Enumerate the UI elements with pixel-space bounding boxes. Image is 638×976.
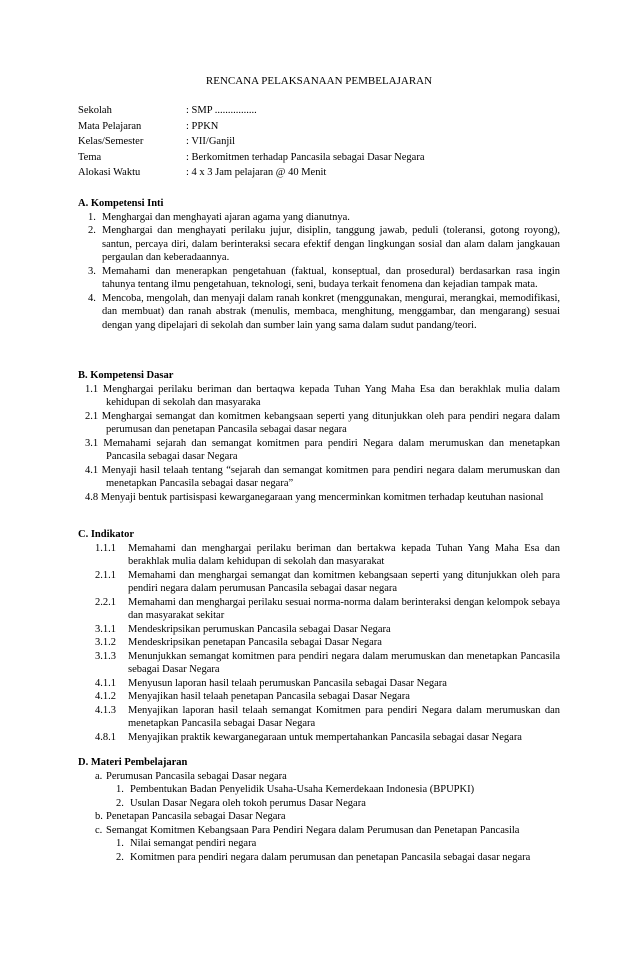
list-item: 3.1 Memahami sejarah dan semangat komitmen para pendiri Negara dalam merumuskan dan menetapkan Pancasila sebagai dasar Negara bbox=[85, 437, 560, 462]
list-item: 4.8 Menyaji bentuk partisispasi kewarganegaraan yang mencerminkan komitmen terhadap keutuhan nasional bbox=[85, 491, 544, 503]
meta-row bbox=[78, 166, 425, 182]
item-text: Pembentukan Badan Penyelidik Usaha-Usaha Kemerdekaan Indonesia (BPUPKI) bbox=[130, 784, 475, 795]
item-text: Memahami dan menghargai semangat dan komitmen kebangsaan seperti yang ditunjukkan oleh para pendiri negara dalam perumusan Pancasila sebagai dasar negara bbox=[128, 569, 560, 594]
meta-value: : SMP ................ bbox=[186, 105, 257, 116]
item-text: Mendeskripsikan penetapan Pancasila sebagai Dasar Negara bbox=[128, 637, 382, 648]
list-item bbox=[78, 824, 560, 838]
meta-value: : PPKN bbox=[186, 120, 219, 132]
item-number: 4.1.2 bbox=[95, 691, 116, 702]
item-text: Memahami dan menghargai perilaku sesuai norma-norma dalam berinteraksi dengan kelompok sebaya dan masyarakat sekitar bbox=[128, 596, 560, 621]
item-text: Semangat Komitmen Kebangsaan Para Pendiri Negara dalam Perumusan dan Penetapan Pancasila bbox=[106, 824, 520, 836]
item-number: 4.8.1 bbox=[95, 731, 116, 743]
item-text: Menyusun laporan hasil telaah perumuskan Pancasila sebagai Dasar Negara bbox=[128, 677, 447, 689]
item-number: 1. bbox=[116, 838, 124, 849]
item-text: Menyajikan hasil telaah penetapan Pancasila sebagai Dasar Negara bbox=[128, 691, 410, 702]
item-text: Usulan Dasar Negara oleh tokoh perumus Dasar Negara bbox=[130, 797, 366, 809]
list-item bbox=[78, 650, 560, 677]
list-item bbox=[78, 569, 560, 596]
meta-row bbox=[78, 151, 425, 167]
item-number: 4.1.3 bbox=[95, 704, 116, 716]
list-item bbox=[78, 596, 560, 623]
section-indikator bbox=[78, 528, 560, 744]
list-item: 4.1 Menyaji hasil telaah tentang “sejarah dan semangat komitmen para pendiri negara dalam merumuskan dan menetapkan Pancasila sebagai dasar negara” bbox=[85, 464, 560, 489]
item-number: 3.1.2 bbox=[95, 637, 116, 648]
meta-row bbox=[78, 120, 425, 136]
item-text: Nilai semangat pendiri negara bbox=[130, 838, 257, 849]
item-text: Menyajikan praktik kewarganegaraan untuk mempertahankan Pancasila sebagai dasar Negara bbox=[128, 731, 522, 743]
list-item bbox=[78, 797, 560, 811]
list-item bbox=[78, 224, 560, 265]
list-item bbox=[78, 542, 560, 569]
item-number: 4.1.1 bbox=[95, 677, 116, 689]
item-letter: a. bbox=[95, 770, 103, 782]
section-kompetensi-dasar bbox=[78, 369, 560, 504]
item-text: Menghargai dan menghayati perilaku jujur, disiplin, tanggung jawab, peduli (toleransi, gotong royong), santun, percaya diri, dalam berinteraksi secara efektif dengan lingkungan sosial dan alam dalam jangkauan pergaulan dan keberadaannya. bbox=[102, 225, 560, 263]
item-text: Perumusan Pancasila sebagai Dasar negara bbox=[106, 770, 287, 782]
list-item bbox=[78, 265, 560, 292]
item-number: 2. bbox=[88, 225, 96, 236]
meta-key: Kelas/Semester bbox=[78, 136, 144, 147]
item-text: Komitmen para pendiri negara dalam perumusan dan penetapan Pancasila sebagai dasar negara bbox=[130, 851, 531, 863]
item-number: 2.2.1 bbox=[95, 596, 116, 608]
list-item bbox=[78, 292, 560, 333]
list-item bbox=[78, 731, 560, 745]
list-item bbox=[78, 677, 560, 691]
item-number: 1.1.1 bbox=[95, 542, 116, 554]
meta-key: Mata Pelajaran bbox=[78, 120, 142, 132]
list-item bbox=[78, 810, 560, 824]
section-heading: C. Indikator bbox=[78, 529, 135, 540]
identity-table bbox=[78, 104, 425, 182]
item-number: 2. bbox=[116, 851, 124, 863]
meta-value: : VII/Ganjil bbox=[186, 136, 236, 147]
list-item bbox=[78, 704, 560, 731]
list-item bbox=[78, 690, 560, 704]
item-number: 3.1.3 bbox=[95, 650, 116, 662]
meta-value: : 4 x 3 Jam pelajaran @ 40 Menit bbox=[186, 167, 327, 178]
meta-row bbox=[78, 104, 425, 120]
item-number: 3. bbox=[88, 265, 96, 277]
item-number: 3.1.1 bbox=[95, 623, 116, 635]
list-item: 2.1 Menghargai semangat dan komitmen kebangsaan seperti yang ditunjukkan oleh para pendiri negara dalam perumusan dan penetapan Pancasila sebagai dasar negara bbox=[85, 410, 560, 435]
item-text: Memahami dan menghargai perilaku beriman dan bertakwa kepada Tuhan Yang Maha Esa dan berakhlak mulia dalam kehidupan di sekolah dan masyarakat bbox=[128, 542, 560, 567]
item-text: Menunjukkan semangat komitmen para pendiri negara dalam merumuskan dan menetapkan Pancasila sebagai Dasar Negara bbox=[128, 650, 560, 675]
section-heading: A. Kompetensi Inti bbox=[78, 198, 164, 209]
meta-key: Sekolah bbox=[78, 105, 112, 116]
item-text: Menyajikan laporan hasil telaah semangat Komitmen para pendiri Negara dalam merumuskan dan menetapkan Pancasila sebagai Dasar Negara bbox=[128, 704, 560, 729]
item-text: Mendeskripsikan perumuskan Pancasila sebagai Dasar Negara bbox=[128, 623, 391, 635]
meta-key: Alokasi Waktu bbox=[78, 167, 141, 178]
item-number: 4. bbox=[88, 292, 96, 304]
section-heading: B. Kompetensi Dasar bbox=[78, 370, 174, 381]
meta-key: Tema bbox=[78, 151, 102, 163]
list-item bbox=[78, 783, 560, 797]
list-item bbox=[78, 851, 560, 865]
list-item: 1.1 Menghargai perilaku beriman dan bertaqwa kepada Tuhan Yang Maha Esa dan berakhlak mulia dalam kehidupan di sekolah dan masyaraka bbox=[85, 383, 560, 408]
section-materi-pembelajaran bbox=[78, 756, 560, 864]
item-number: 1. bbox=[88, 211, 96, 223]
item-text: Penetapan Pancasila sebagai Dasar Negara bbox=[106, 811, 286, 822]
list-item bbox=[78, 623, 560, 637]
list-item bbox=[78, 837, 560, 851]
item-letter: b. bbox=[95, 811, 103, 822]
item-text: Memahami dan menerapkan pengetahuan (faktual, konseptual, dan prosedural) berdasarkan rasa ingin tahunya tentang ilmu pengetahuan, teknologi, seni, budaya terkait fenomena dan kejadian tampak mata. bbox=[102, 265, 560, 290]
meta-row bbox=[78, 135, 425, 151]
meta-value: : Berkomitmen terhadap Pancasila sebagai Dasar Negara bbox=[186, 151, 425, 163]
list-item bbox=[78, 636, 560, 650]
item-text: Mencoba, mengolah, dan menyaji dalam ranah konkret (menggunakan, mengurai, merangkai, memodifikasi, dan membuat) dan ranah abstrak (menulis, membaca, menghitung, menggambar, dan mengarang) sesuai dengan yang dipelajari di sekolah dan sumber lain yang sama dalam sudut pandang/teori. bbox=[102, 292, 560, 331]
item-number: 2.1.1 bbox=[95, 569, 116, 581]
item-number: 1. bbox=[116, 784, 124, 795]
list-item bbox=[78, 770, 560, 784]
item-text: Menghargai dan menghayati ajaran agama yang dianutnya. bbox=[102, 211, 350, 223]
item-letter: c. bbox=[95, 824, 103, 836]
list-item bbox=[78, 211, 560, 225]
section-heading: D. Materi Pembelajaran bbox=[78, 757, 188, 768]
section-kompetensi-inti bbox=[78, 197, 560, 332]
item-number: 2. bbox=[116, 797, 124, 809]
document-title: RENCANA PELAKSANAAN PEMBELAJARAN bbox=[205, 75, 433, 87]
